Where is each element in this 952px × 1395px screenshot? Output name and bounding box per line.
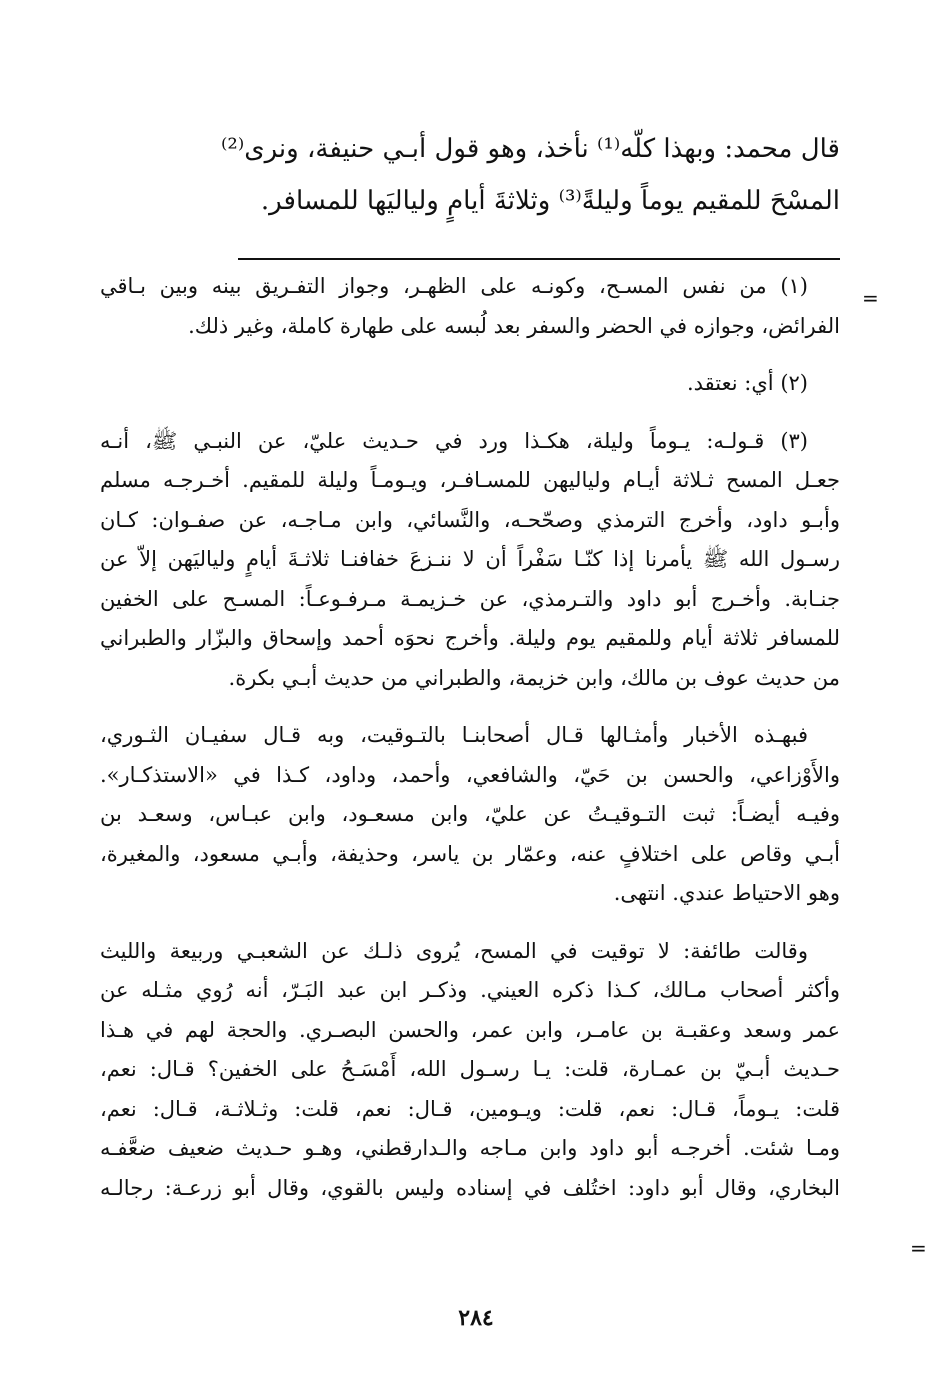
footnote-line: جعـل المسح ثـلاثة أيـام ولياليهن للمسـافـر، ويـومـاً وليلة للمقيم. أخـرجـه مسلم <box>100 468 840 492</box>
footnote-line: من حديث عوف بن مالك، وابن خزيمة، والطبراني من حديث أبـي بكرة. <box>228 665 840 690</box>
footnote-line: وفيـه أيضـاً: ثبت التـوقيـتُ عن عليّ، وابن مسعـود، وابن عبـاس، وسعـد بن <box>100 802 840 826</box>
commentary-paragraph <box>100 932 840 1209</box>
footnote-2 <box>100 364 840 404</box>
page-number: ٢٨٤ <box>458 1305 494 1331</box>
main-text-line: قال محمد: وبهذا كلّه⁽¹⁾ نأخذ، وهو قول أبـي حنيفة، ونرى⁽²⁾ <box>221 134 840 164</box>
footnote-line: وقالت طائفة: لا توقيت في المسح، يُروى ذلـك عن الشعبـي وربيعة والليث <box>100 938 808 963</box>
main-text-line: المسْحَ للمقيم يوماً وليلةً⁽³⁾ وثلاثةَ أيامٍ ولياليَها للمسافر. <box>260 186 840 216</box>
footnotes <box>100 267 840 1208</box>
footnote-line: عمر وسعد وعقبـة بن عامـر، وابن عمر، والحسن البصـري. والحجة لهم في هـذا <box>100 1017 840 1042</box>
commentary-paragraph <box>100 716 840 914</box>
footnote-line: رسـول الله ﷺ يأمرنا إذا كنّـا سَفْراً أن لا ننـزعَ خفافنـا ثلاثـةَ أيامٍ ولياليَهن إلاّ عن <box>100 547 840 571</box>
footnote-line: (٢) أي: نعتقد. <box>686 371 808 395</box>
footnote-line: والأَوْزاعي، والحسن بن حَيّ، والشافعي، وأحمد، وداود، كـذا في «الاستذكـار». <box>100 762 840 787</box>
footnote-line: للمسافر ثلاثة أيام وللمقيم يوم وليلة. وأخرج نحوَه أحمد وإسحاق والبزّار والطبراني <box>100 626 840 650</box>
footnote-line: أبـي وقاص على اختلافٍ عنه، وعمّار بن ياسر، وحذيفة، وأبـي مسعود، والمغيرة، <box>100 841 840 866</box>
continuation-marker: = <box>862 286 879 310</box>
footnote-line: وأكثر أصحاب مـالك، كـذا ذكره العيني. وذكـر ابن عبد البَـرّ، أنه رُوي مثـله عن <box>100 978 840 1002</box>
footnote-line: وهو الاحتياط عندي. انتهى. <box>613 881 840 905</box>
footnote-line: فبهـذه الأخبار وأمثـالها قـال أصحابنـا بالتـوقيت، وبه قـال سفيـان الثـوري، <box>100 723 808 747</box>
footnote-3 <box>100 422 840 699</box>
footnote-separator <box>238 258 840 260</box>
footnote-line: جنـابة. وأخـرج أبو داود والتـرمذي، عن خـزيمـة مـرفـوعـاً: المسـح على الخفين <box>100 586 840 611</box>
footnote-line: حـديث أبـيّ بن عمـارة، قلت: يـا رسـول الله، أَمْسَـحُ على الخفين؟ قـال: نعم، <box>100 1057 840 1081</box>
footnote-line: (٣) قـولـه: يـوماً وليلة، هكـذا ورد في حـديث عليّ، عن النبـي ﷺ، أنـه <box>100 428 808 453</box>
main-text <box>100 123 840 227</box>
footnote-line: قلت: يـوماً، قـال: نعم، قلت: ويـومين، قـال: نعم، قلت: وثـلاثـة، قـال: نعم، <box>100 1096 840 1121</box>
footnote-line: (١) من نفس المسـح، وكونـه على الظهـر، وجواز التفـريق بينه وبين بـاقي <box>100 274 808 298</box>
footnote-line: الفرائض، وجوازه في الحضر والسفر بعد لُبسه على طهارة كاملة، وغير ذلك. <box>188 313 840 338</box>
continuation-marker: = <box>910 1236 927 1260</box>
footnote-line: وأبـو داود، وأخرج الترمذي وصحّحـه، والنَّسائي، وابن مـاجـه، عن صفـوان: كـان <box>100 507 840 532</box>
footnote-1 <box>100 267 840 346</box>
footnote-line: البخاري، وقال أبو داود: اختُلف في إسناده وليس بالقوي، وقال أبو زرعـة: رجالـه <box>100 1175 840 1200</box>
footnote-line: ومـا شئت. أخرجـه أبو داود وابن مـاجه والـدارقطني، وهـو حـديث ضعيف ضعَّفـه <box>100 1136 840 1160</box>
